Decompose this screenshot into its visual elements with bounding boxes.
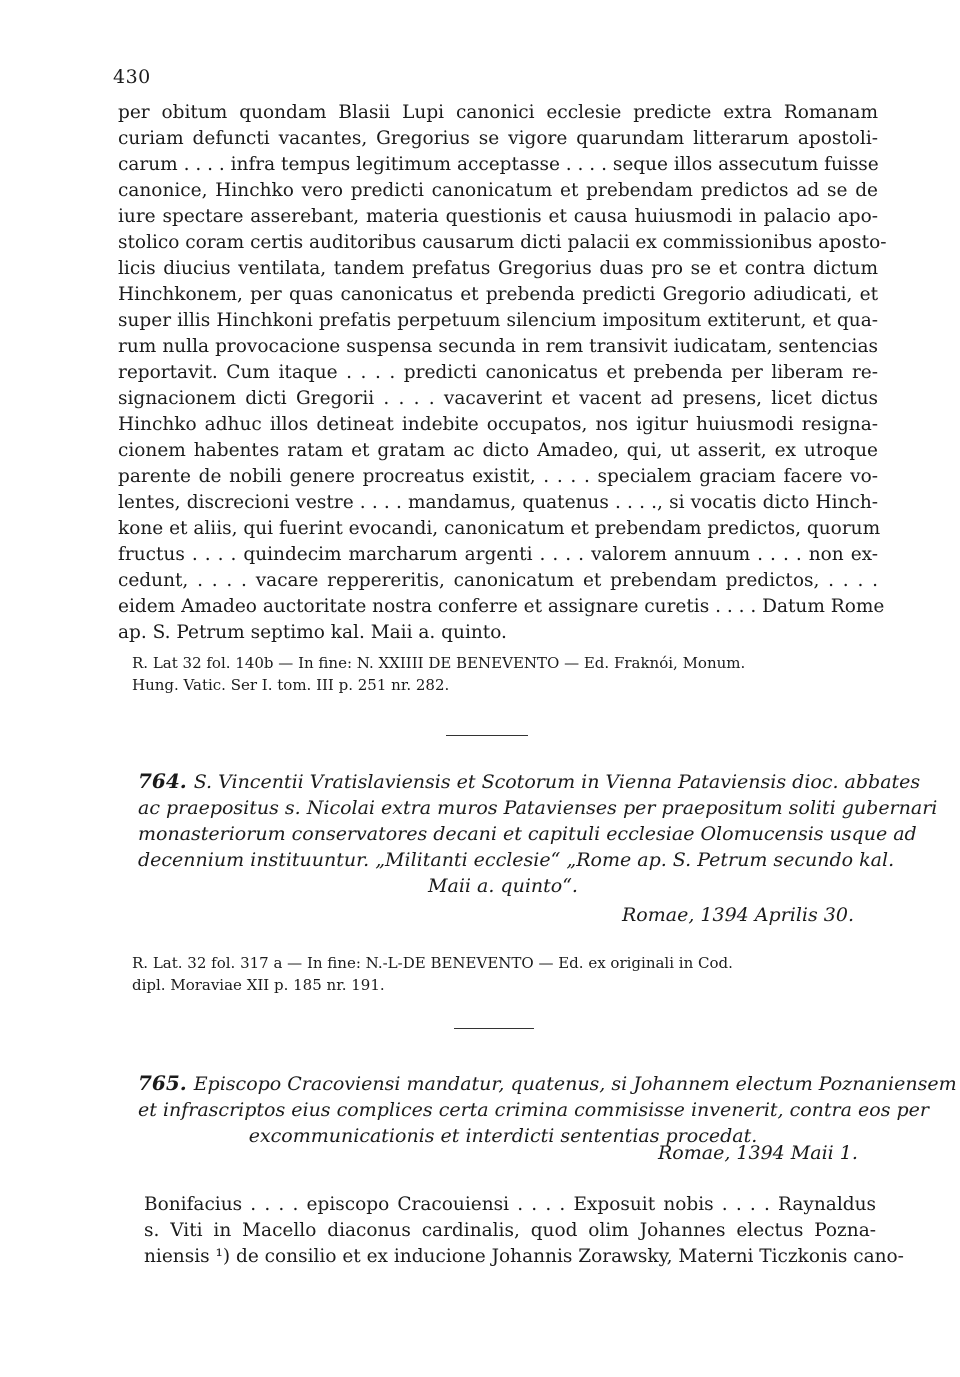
text-line: curiam defuncti vacantes, Gregorius se vigore quarundam litterarum apostoli- xyxy=(118,128,878,149)
continuation-text xyxy=(118,100,887,646)
entry-number: 765. xyxy=(138,1071,194,1095)
text-line: kone et aliis, qui fuerint evocandi, canonicatum et prebendam predictos, quorum xyxy=(118,518,881,539)
text-line: s. Viti in Macello diaconus cardinalis, quod olim Johannes electus Pozna- xyxy=(144,1220,876,1241)
text-line: iure spectare asserebant, materia questionis et causa huiusmodi in palacio apo- xyxy=(118,206,878,227)
entry-764-rubric xyxy=(138,768,938,899)
page-number: 430 xyxy=(113,66,151,88)
rubric-line xyxy=(138,1070,957,1097)
text-line: stolico coram certis auditoribus causarum dicti palacii ex commissionibus aposto- xyxy=(118,232,887,253)
entry-764-source-note xyxy=(132,952,872,996)
note-line: R. Lat 32 fol. 140b — In fine: N. XXIIII DE BENEVENTO — Ed. Fraknói, Monum. xyxy=(132,654,746,672)
text-line: Hinchkonem, per quas canonicatus et prebenda predicti Gregorio adiudicati, et xyxy=(118,284,878,305)
section-divider xyxy=(446,735,528,736)
text-line: licis diucius ventilata, tandem prefatus Gregorius duas pro se et contra dictum xyxy=(118,258,878,279)
section-divider xyxy=(454,1028,534,1029)
note-line: dipl. Moraviae XII p. 185 nr. 191. xyxy=(132,976,385,994)
entry-765-text xyxy=(144,1192,904,1270)
entry-number: 764. xyxy=(138,769,194,793)
rubric-text: decennium instituuntur. „Militanti ecclesie“ „Rome ap. S. Petrum secundo kal. xyxy=(138,849,895,871)
rubric-line xyxy=(138,795,938,821)
continuation-source-note xyxy=(132,652,872,696)
text-line: per obitum quondam Blasii Lupi canonici ecclesie predicte extra Romanam xyxy=(118,102,878,123)
rubric-text: ac praepositus s. Nicolai extra muros Patavienses per praepositum soliti gubernari xyxy=(138,797,938,819)
rubric-text: et infrascriptos eius complices certa crimina commisisse invenerit, contra eos per xyxy=(138,1099,929,1121)
text-line: eidem Amadeo auctoritate nostra conferre et assignare curetis . . . . Datum Rome xyxy=(118,596,885,617)
rubric-text: excommunicationis et interdicti sententias procedat. xyxy=(248,1125,758,1147)
text-line: carum . . . . infra tempus legitimum acceptasse . . . . seque illos assecutum fuisse xyxy=(118,154,879,175)
rubric-line xyxy=(138,873,868,899)
rubric-line xyxy=(138,847,895,873)
entry-764-dateline: Romae, 1394 Aprilis 30. xyxy=(622,904,855,926)
rubric-text: S. Vincentii Vratislaviensis et Scotorum in Vienna Pataviensis dioc. abbates xyxy=(193,771,921,793)
text-line: canonice, Hinchko vero predicti canonicatum et prebendam predictos ad se de xyxy=(118,180,878,201)
text-line: reportavit. Cum itaque . . . . predicti canonicatus et prebenda per liberam re- xyxy=(118,362,878,383)
text-line: cedunt, . . . . vacare reppereritis, canonicatum et prebendam predictos, . . . . xyxy=(118,570,878,591)
text-line: lentes, discrecioni vestre . . . . mandamus, quatenus . . . ., si vocatis dicto Hinch- xyxy=(118,492,878,513)
text-line: ap. S. Petrum septimo kal. Maii a. quinto. xyxy=(118,622,507,643)
entry-765-rubric xyxy=(138,1070,957,1149)
rubric-text: Maii a. quinto“. xyxy=(428,875,578,897)
note-line: R. Lat. 32 fol. 317 a — In fine: N.-L-DE BENEVENTO — Ed. ex originali in Cod. xyxy=(132,954,733,972)
rubric-line xyxy=(138,821,917,847)
rubric-text: monasteriorum conservatores decani et capituli ecclesiae Olomucensis usque ad xyxy=(138,823,917,845)
entry-765-dateline: Romae, 1394 Maii 1. xyxy=(658,1142,858,1164)
text-line: Hinchko adhuc illos detineat indebite occupatos, nos igitur huiusmodi resigna- xyxy=(118,414,878,435)
rubric-line xyxy=(138,768,921,795)
text-line: signacionem dicti Gregorii . . . . vacaverint et vacent ad presens, licet dictus xyxy=(118,388,878,409)
text-line: cionem habentes ratam et gratam ac dicto Amadeo, qui, ut asserit, ex utroque xyxy=(118,440,878,461)
rubric-text: Episcopo Cracoviensi mandatur, quatenus, si Johannem electum Poznaniensem xyxy=(193,1073,957,1095)
text-line: super illis Hinchkoni prefatis perpetuum silencium impositum extiterunt, et qua- xyxy=(118,310,878,331)
note-line: Hung. Vatic. Ser I. tom. III p. 251 nr. 282. xyxy=(132,676,450,694)
rubric-line xyxy=(138,1097,929,1123)
text-line: Bonifacius . . . . episcopo Cracouiensi . . . . Exposuit nobis . . . . Raynaldus xyxy=(144,1194,876,1215)
text-line: rum nulla provocacione suspensa secunda in rem transivit iudicatam, sentencias xyxy=(118,336,878,357)
text-line: parente de nobili genere procreatus existit, . . . . specialem graciam facere vo- xyxy=(118,466,878,487)
text-line: fructus . . . . quindecim marcharum argenti . . . . valorem annuum . . . . non ex- xyxy=(118,544,878,565)
text-line: niensis ¹) de consilio et ex inducione Johannis Zorawsky, Materni Ticzkonis cano- xyxy=(144,1246,904,1267)
